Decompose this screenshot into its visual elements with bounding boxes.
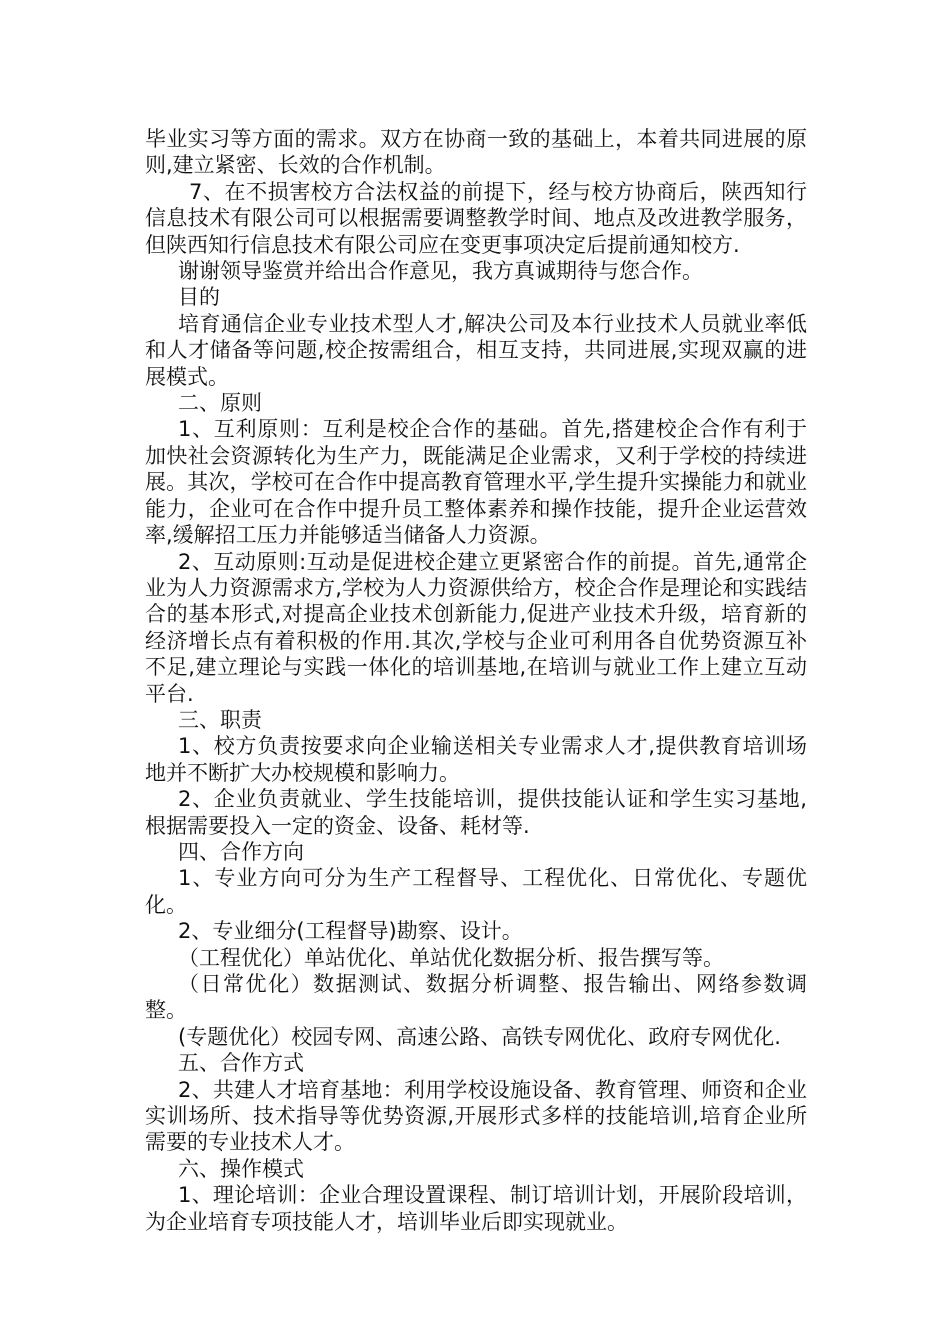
paragraph-thanks: 谢谢领导鉴赏并给出合作意见，我方真诚期待与您合作。 — [178, 259, 703, 284]
paragraph-daily-opt: （日常优化）数据测试、数据分析调整、报告输出、网络参数调整。 — [145, 972, 807, 1023]
paragraph-principle-2: 2、互动原则:互动是促进校企建立更紧密合作的前提。首先,通常企业为人力资源需求方,学校为人力资源供给方，校企合作是理论和实践结合的基本形式,对提高企业技术创新能力,促进产业技术升级，培育新的经济增长点有着积极的作用.其次,学校与企业可利用各自优势资源互补不足,建立理论与实践一体化的培训基地,在培训与就业工作上建立互动平台. — [145, 549, 807, 706]
heading-operation-mode: 六、操作模式 — [178, 1156, 304, 1181]
paragraph-principle-1: 1、互利原则：互利是校企合作的基础。首先,搭建校企合作有利于加快社会资源转化为生产力，既能满足企业需求，又利于学校的持续进展。其次，学校可在合作中提高教育管理水平,学生提升实操能力和就业能力，企业可在合作中提升员工整体素养和操作技能，提升企业运营效率,缓解招工压力并能够适当储备人力资源。 — [145, 417, 807, 548]
paragraph-operation-1: 1、理论培训：企业合理设置课程、制订培训计划，开展阶段培训，为企业培育专项技能人才，培训毕业后即实现就业。 — [145, 1183, 807, 1234]
document-body — [145, 126, 807, 1235]
paragraph-direction-1: 1、专业方向可分为生产工程督导、工程优化、日常优化、专题优化。 — [145, 866, 807, 917]
heading-direction: 四、合作方向 — [178, 839, 304, 864]
paragraph-continuation: 毕业实习等方面的需求。双方在协商一致的基础上，本着共同进展的原则,建立紧密、长效的合作机制。 — [145, 127, 807, 178]
paragraph-purpose: 培育通信企业专业技术型人才,解决公司及本行业技术人员就业率低和人才储备等问题,校企按需组合，相互支持，共同进展,实现双赢的进展模式。 — [145, 311, 807, 389]
paragraph-duty-2: 2、企业负责就业、学生技能培训，提供技能认证和学生实习基地,根据需要投入一定的资金、设备、耗材等. — [145, 787, 807, 838]
paragraph-engineering-opt: （工程优化）单站优化、单站优化数据分析、报告撰写等。 — [178, 945, 724, 970]
paragraph-special-opt: (专题优化）校园专网、高速公路、高铁专网优化、政府专网优化. — [178, 1024, 781, 1049]
heading-purpose: 目的 — [178, 285, 220, 310]
heading-cooperation-mode: 五、合作方式 — [178, 1051, 304, 1076]
paragraph-item-7: 7、在不损害校方合法权益的前提下，经与校方协商后，陕西知行信息技术有限公司可以根据需要调整教学时间、地点及改进教学服务，但陕西知行信息技术有限公司应在变更事项决定后提前通知校方. — [145, 179, 807, 257]
paragraph-duty-1: 1、校方负责按要求向企业输送相关专业需求人才,提供教育培训场地并不断扩大办校规模和影响力。 — [145, 734, 807, 785]
heading-principles: 二、原则 — [178, 391, 262, 416]
heading-duties: 三、职责 — [178, 707, 262, 732]
paragraph-cooperation-2: 2、共建人才培育基地：利用学校设施设备、教育管理、师资和企业实训场所、技术指导等优势资源,开展形式多样的技能培训,培育企业所需要的专业技术人才。 — [145, 1077, 807, 1155]
paragraph-direction-2: 2、专业细分(工程督导)勘察、设计。 — [178, 919, 523, 944]
